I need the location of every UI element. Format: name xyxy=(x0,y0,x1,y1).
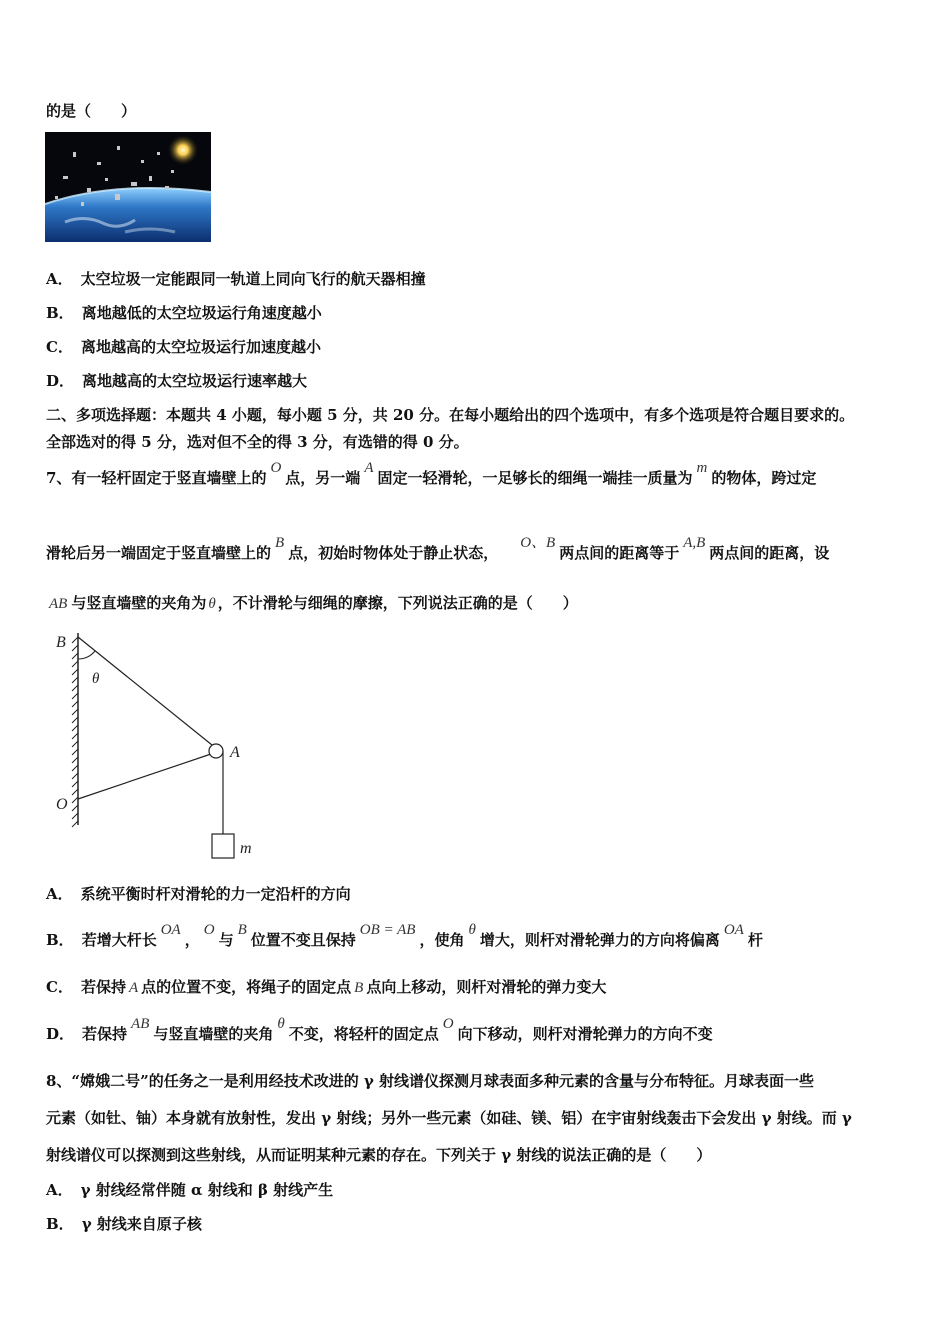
q8-stem-line2: 元素（如钍、铀）本身就有放射性，发出 γ 射线；另外一些元素（如硅、镁、铝）在宇宙射线轰击下会发出 γ 射线。而 γ xyxy=(46,1109,852,1127)
q6-option-b: B． 离地越低的太空垃圾运行角速度越小 xyxy=(46,304,322,322)
q8-option-b: B． γ 射线来自原子核 xyxy=(46,1215,202,1233)
q7-stem-line2: 滑轮后另一端固定于竖直墙壁上的B点，初始时物体处于静止状态，O、B两点间的距离等于A,B两点间的距离，设 xyxy=(46,535,830,562)
wall-hatching xyxy=(72,637,78,827)
rod-oa xyxy=(78,754,211,799)
q7-option-a: A． 系统平衡时杆对滑轮的力一定沿杆的方向 xyxy=(46,885,351,903)
q7-option-c: C． 若保持 A 点的位置不变，将绳子的固定点 B 点向上移动，则杆对滑轮的弹力变大 xyxy=(46,978,607,996)
mass-block xyxy=(212,834,234,858)
q6-option-a: A． 太空垃圾一定能跟同一轨道上同向飞行的航天器相撞 xyxy=(46,270,426,288)
q7-stem-line3: AB 与竖直墙壁的夹角为 θ ，不计滑轮与细绳的摩擦，下列说法正确的是（ ） xyxy=(49,594,578,612)
q8-stem-line3: 射线谱仪可以探测到这些射线，从而证明某种元素的存在。下列关于 γ 射线的说法正确的是（ ） xyxy=(46,1146,712,1164)
q7-stem-line1: 7、有一轻杆固定于竖直墙壁上的O点，另一端A固定一轻滑轮，一足够长的细绳一端挂一质量为m的物体，跨过定 xyxy=(46,460,817,487)
q7-option-b: B． 若增大杆长OA，O与B位置不变且保持OB = AB，使角θ增大，则杆对滑轮弹力的方向将偏离OA杆 xyxy=(46,922,763,949)
pulley-icon xyxy=(209,744,223,758)
label-o: O xyxy=(56,796,68,813)
space-debris-image xyxy=(45,132,211,242)
pulley-diagram xyxy=(46,625,276,870)
q7-option-d: D． 若保持AB与竖直墙壁的夹角θ不变，将轻杆的固定点O向下移动，则杆对滑轮弹力的方向不变 xyxy=(46,1016,713,1043)
q8-option-a: A． γ 射线经常伴随 α 射线和 β 射线产生 xyxy=(46,1181,334,1199)
q6-option-c: C． 离地越高的太空垃圾运行加速度越小 xyxy=(46,338,321,356)
q6-option-d: D． 离地越高的太空垃圾运行速率越大 xyxy=(46,372,308,390)
q6-stem-tail: 的是（ ） xyxy=(46,102,137,120)
q8-stem-line1: 8、“嫦娥二号”的任务之一是利用经技术改进的 γ 射线谱仪探测月球表面多种元素的含量与分布特征。月球表面一些 xyxy=(46,1072,815,1090)
label-theta: θ xyxy=(92,671,100,687)
label-m: m xyxy=(240,840,252,857)
section2-instructions-line2: 全部选对的得 5 分，选对但不全的得 3 分，有选错的得 0 分。 xyxy=(46,433,469,451)
label-b: B xyxy=(56,634,66,651)
angle-arc xyxy=(78,651,95,659)
section2-instructions-line1: 二、多项选择题：本题共 4 小题，每小题 5 分，共 20 分。在每小题给出的四个选项中，有多个选项是符合题目要求的。 xyxy=(46,406,855,424)
rope-ba xyxy=(78,637,212,745)
label-a: A xyxy=(230,744,240,761)
